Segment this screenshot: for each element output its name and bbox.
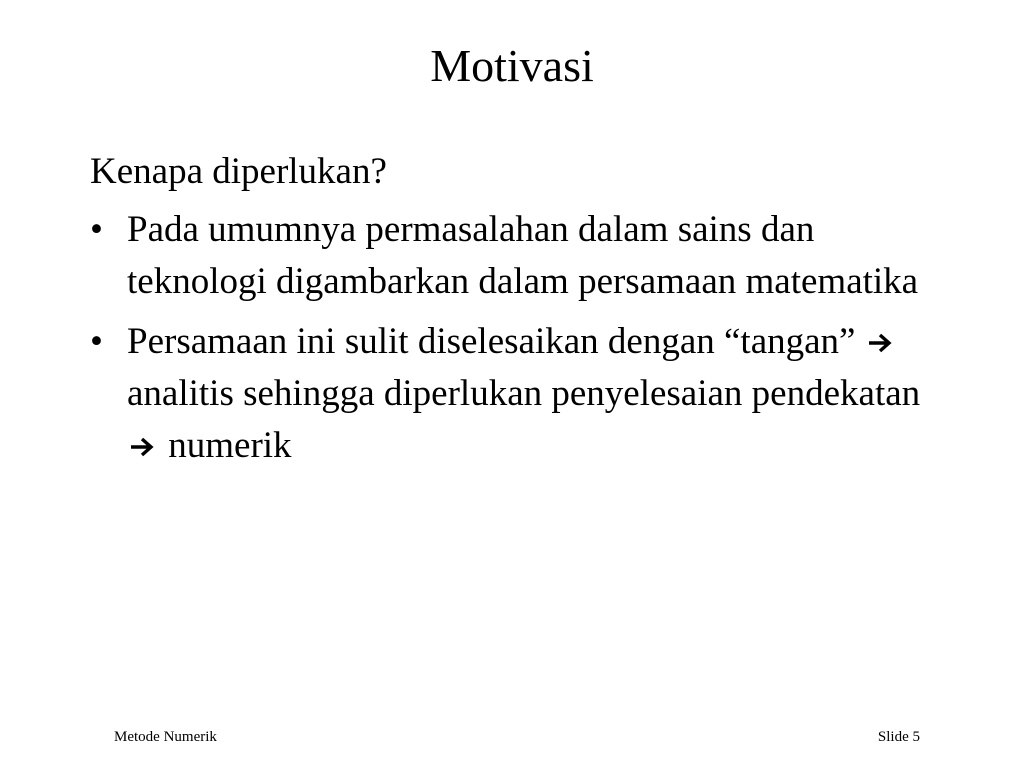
footer-slide-number: Slide 5 bbox=[877, 729, 920, 745]
right-arrow-icon bbox=[867, 316, 895, 368]
intro-question: Kenapa diperlukan? bbox=[90, 151, 387, 192]
bullet-list bbox=[90, 204, 950, 472]
right-arrow-icon bbox=[129, 420, 157, 472]
bullet-marker: • bbox=[90, 321, 103, 362]
bullet-text-part2: analitis sehingga diperlukan penyelesaian pendekatan bbox=[127, 373, 921, 414]
bullet-text: Pada umumnya permasalahan dalam sains dan teknologi digambarkan dalam persamaan matematika bbox=[127, 209, 919, 302]
slide-title: Motivasi bbox=[430, 40, 594, 91]
bullet-item-2 bbox=[90, 316, 950, 472]
bullet-text-part1: Persamaan ini sulit diselesaikan dengan “tangan” bbox=[127, 321, 856, 362]
bullet-text-part3: numerik bbox=[168, 425, 292, 466]
slide-body bbox=[90, 146, 950, 480]
bullet-marker: • bbox=[90, 209, 103, 250]
footer-course-name: Metode Numerik bbox=[114, 729, 217, 745]
bullet-item-1 bbox=[90, 204, 950, 308]
